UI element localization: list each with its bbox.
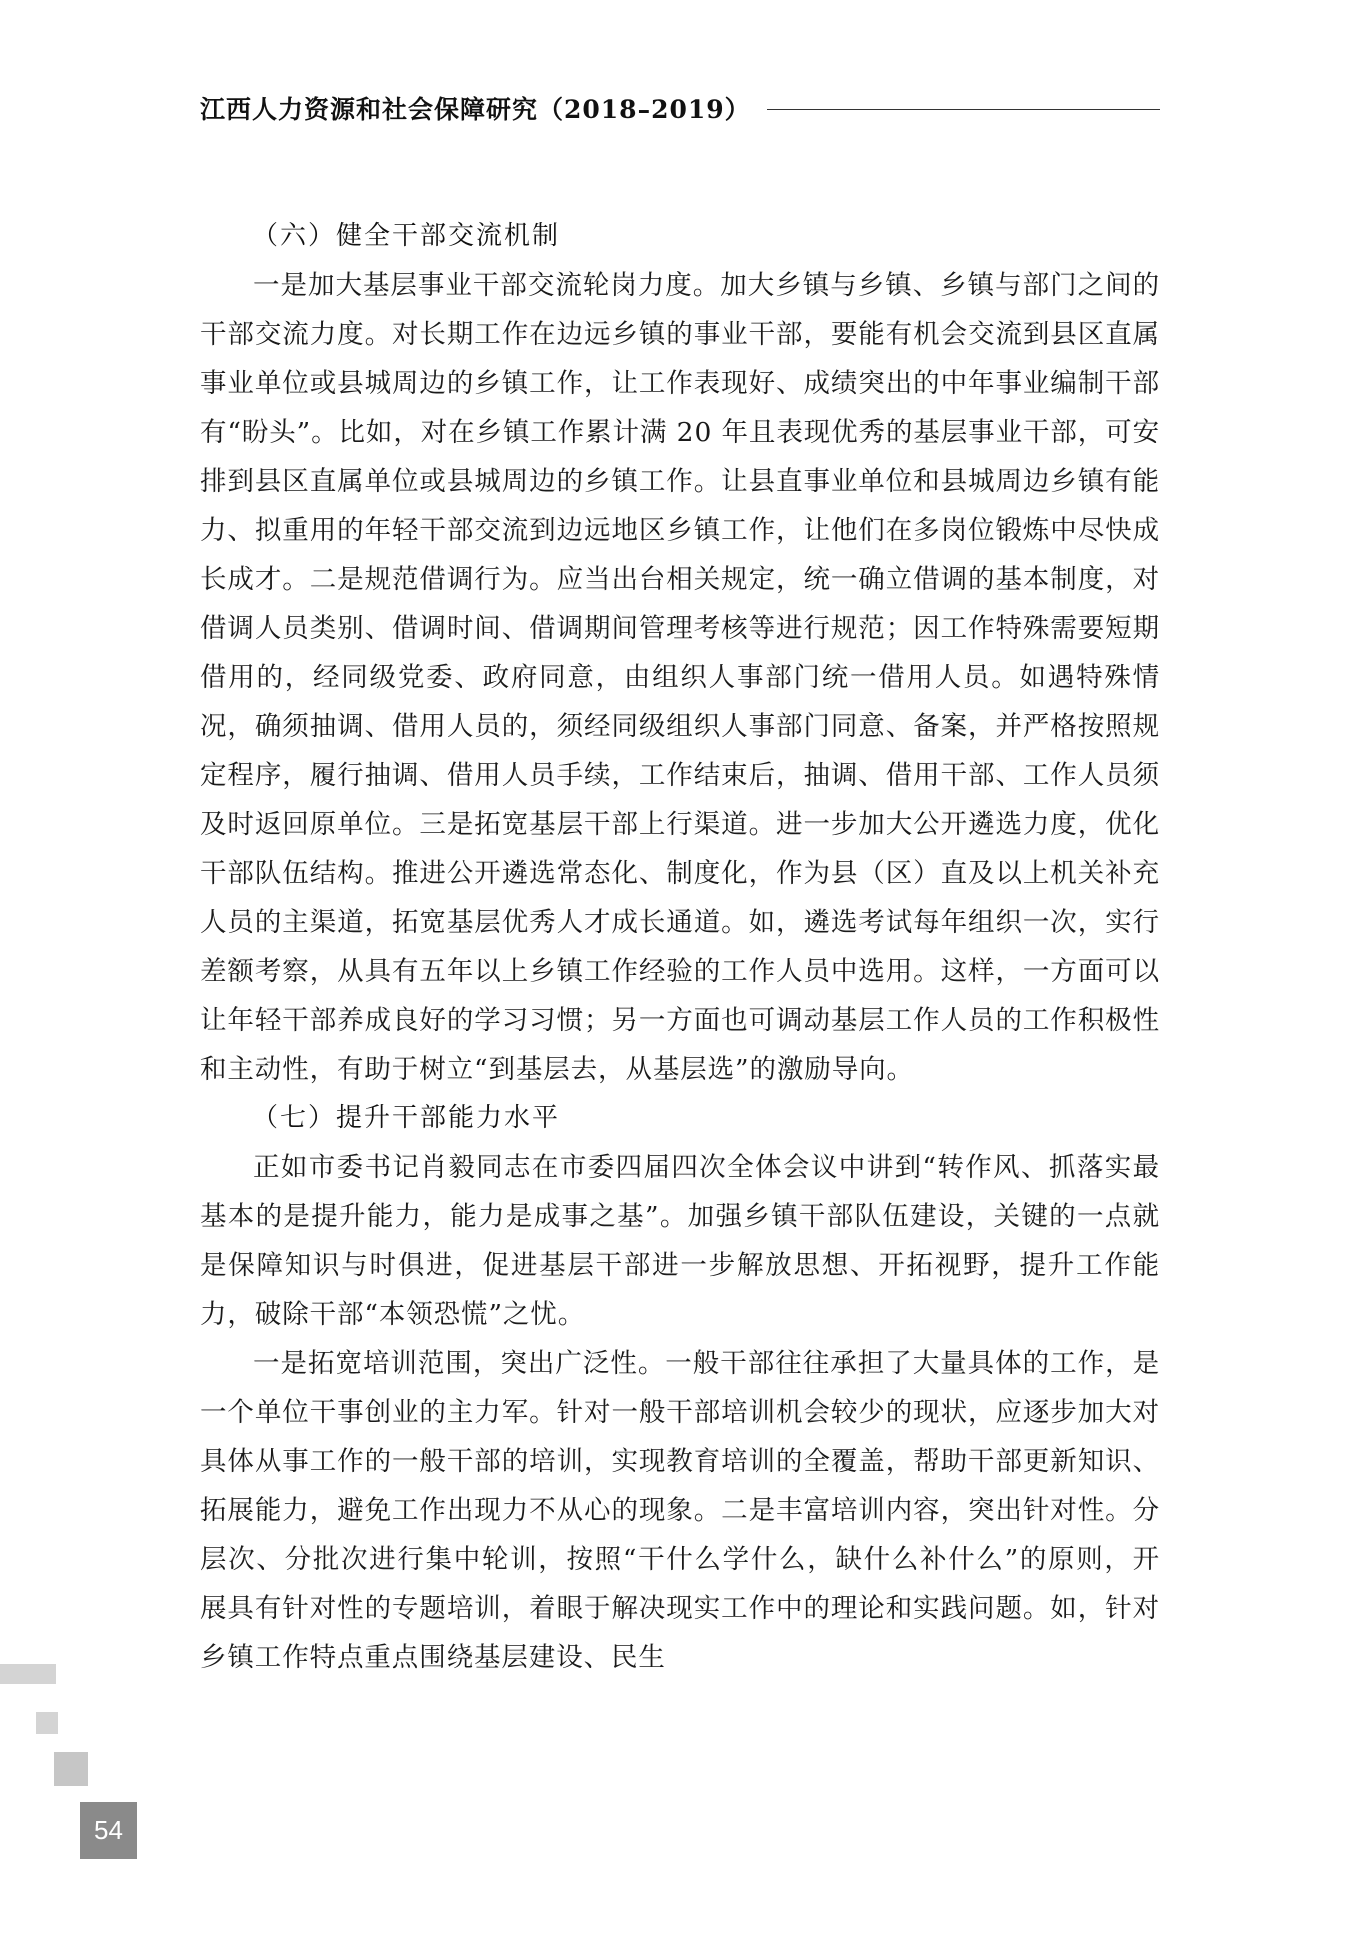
paragraph: 一是加大基层事业干部交流轮岗力度。加大乡镇与乡镇、乡镇与部门之间的干部交流力度。对长期工作在边远乡镇的事业干部，要能有机会交流到县区直属事业单位或县城周边的乡镇工作，让工作表现好、成绩突出的中年事业编制干部有“盼头”。比如，对在乡镇工作累计满 20 年且表现优秀的基层事业干部，可安排到县区直属单位或县城周边的乡镇工作。让县直事业单位和县城周边乡镇有能力、拟重用的年轻干部交流到边远地区乡镇工作，让他们在多岗位锻炼中尽快成长成才。二是规范借调行为。应当出台相关规定，统一确立借调的基本制度，对借调人员类别、借调时间、借调期间管理考核等进行规范；因工作特殊需要短期借用的，经同级党委、政府同意，由组织人事部门统一借用人员。如遇特殊情况，确须抽调、借用人员的，须经同级组织人事部门同意、备案，并严格按照规定程序，履行抽调、借用人员手续，工作结束后，抽调、借用干部、工作人员须及时返回原单位。三是拓宽基层干部上行渠道。进一步加大公开遴选力度，优化干部队伍结构。推进公开遴选常态化、制度化，作为县（区）直及以上机关补充人员的主渠道，拓宽基层优秀人才成长通道。如，遴选考试每年组织一次，实行差额考察，从具有五年以上乡镇工作经验的工作人员中选用。这样，一方面可以让年轻干部养成良好的学习习惯；另一方面也可调动基层工作人员的工作积极性和主动性，有助于树立“到基层去，从基层选”的激励导向。 [200, 270, 1160, 1085]
running-header [200, 88, 1160, 128]
decorative-square [36, 1712, 58, 1734]
page-number: 54 [80, 1802, 137, 1859]
section-heading-6: （六）健全干部交流机制 [252, 221, 561, 251]
paragraph: 正如市委书记肖毅同志在市委四届四次全体会议中讲到“转作风、抓落实最基本的是提升能力，能力是成事之基”。加强乡镇干部队伍建设，关键的一点就是保障知识与时俱进，促进基层干部进一步解放思想、开拓视野，提升工作能力，破除干部“本领恐慌”之忧。 [200, 1152, 1160, 1330]
section-heading-7: （七）提升干部能力水平 [252, 1103, 561, 1133]
decorative-square [0, 1664, 56, 1684]
body-text [200, 212, 1160, 1682]
decorative-square [54, 1752, 88, 1786]
header-rule [767, 109, 1160, 110]
paragraph: 一是拓宽培训范围，突出广泛性。一般干部往往承担了大量具体的工作，是一个单位干事创业的主力军。针对一般干部培训机会较少的现状，应逐步加大对具体从事工作的一般干部的培训，实现教育培训的全覆盖，帮助干部更新知识、拓展能力，避免工作出现力不从心的现象。二是丰富培训内容，突出针对性。分层次、分批次进行集中轮训，按照“干什么学什么，缺什么补什么”的原则，开展具有针对性的专题培训，着眼于解决现实工作中的理论和实践问题。如，针对乡镇工作特点重点围绕基层建设、民生 [200, 1348, 1160, 1673]
running-header-title: 江西人力资源和社会保障研究（2018–2019） [200, 95, 751, 124]
